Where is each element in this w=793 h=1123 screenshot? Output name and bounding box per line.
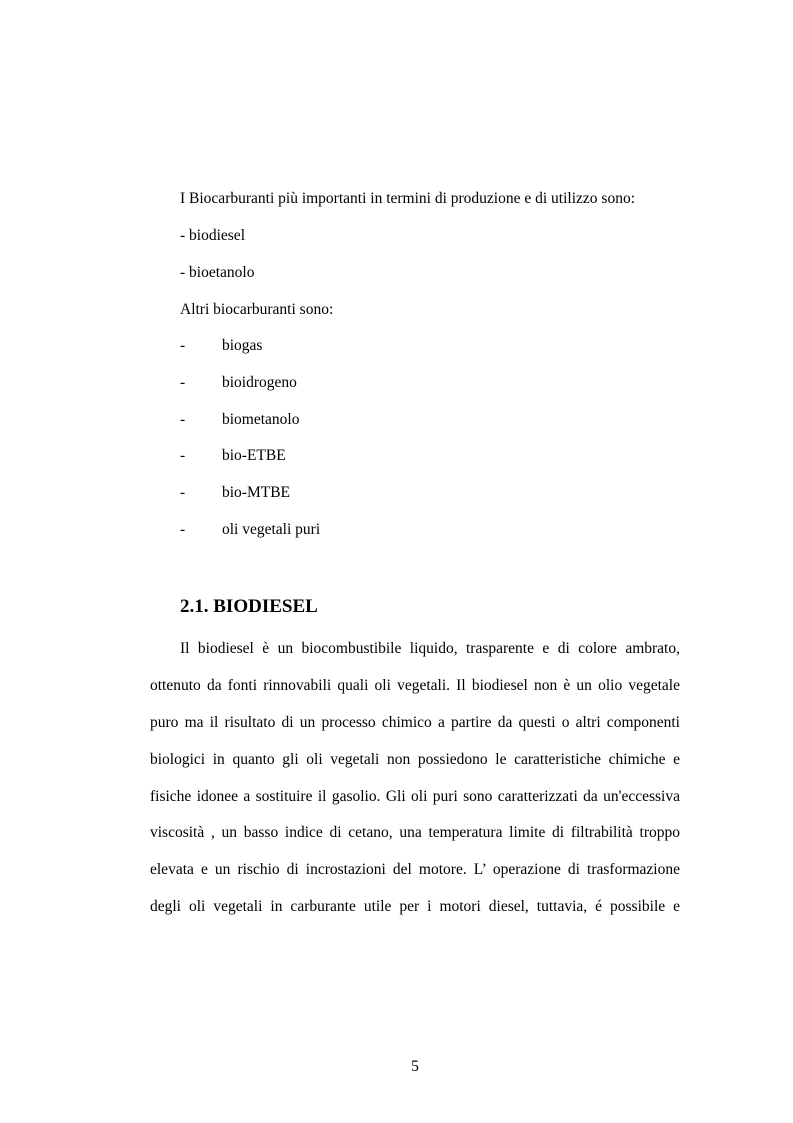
list-dash: - [180,520,186,538]
list-item-text: oli vegetali puri [222,520,321,538]
list-dash: - [180,337,186,354]
list-dash: - [180,484,186,502]
list-dash: - [180,373,186,391]
main-list-item-biodiesel: - biodiesel [180,227,245,244]
section-heading: 2.1. BIODIESEL [180,596,318,617]
paragraph-line: Il biodiesel è un biocombustibile liquido, trasparente e di colore ambrato, [180,640,680,657]
list-item-text: biometanolo [222,410,300,428]
paragraph-line: puro ma il risultato di un processo chimico a partire da questi o altri componenti [150,714,680,731]
paragraph-line: biologici in quanto gli oli vegetali non possiedono le caratteristiche chimiche e [150,751,680,768]
list-dash: - [180,410,186,428]
list-item-text: bio-MTBE [222,484,291,502]
paragraph-line: elevata e un rischio di incrostazioni del motore. L’ operazione di trasformazione [150,861,680,878]
paragraph-line: ottenuto da fonti rinnovabili quali oli vegetali. Il biodiesel non è un olio vegetale [150,677,680,694]
list-item-text: bioidrogeno [222,373,297,391]
others-intro: Altri biocarburanti sono: [180,301,334,318]
intro-sentence: I Biocarburanti più importanti in termini di produzione e di utilizzo sono: [180,190,636,207]
paragraph-line: degli oli vegetali in carburante utile per i motori diesel, tuttavia, é possibile e [150,898,680,915]
paragraph-line: fisiche idonee a sostituire il gasolio. Gli oli puri sono caratterizzati da un'eccessiva [150,788,680,805]
page-number: 5 [411,1058,419,1075]
paragraph-line: viscosità , un basso indice di cetano, una temperatura limite di filtrabilità troppo [150,824,680,841]
list-item-text: bio-ETBE [222,447,286,465]
list-dash: - [180,447,186,465]
main-list-item-bioetanolo: - bioetanolo [180,264,255,281]
list-item-text: biogas [222,337,263,354]
